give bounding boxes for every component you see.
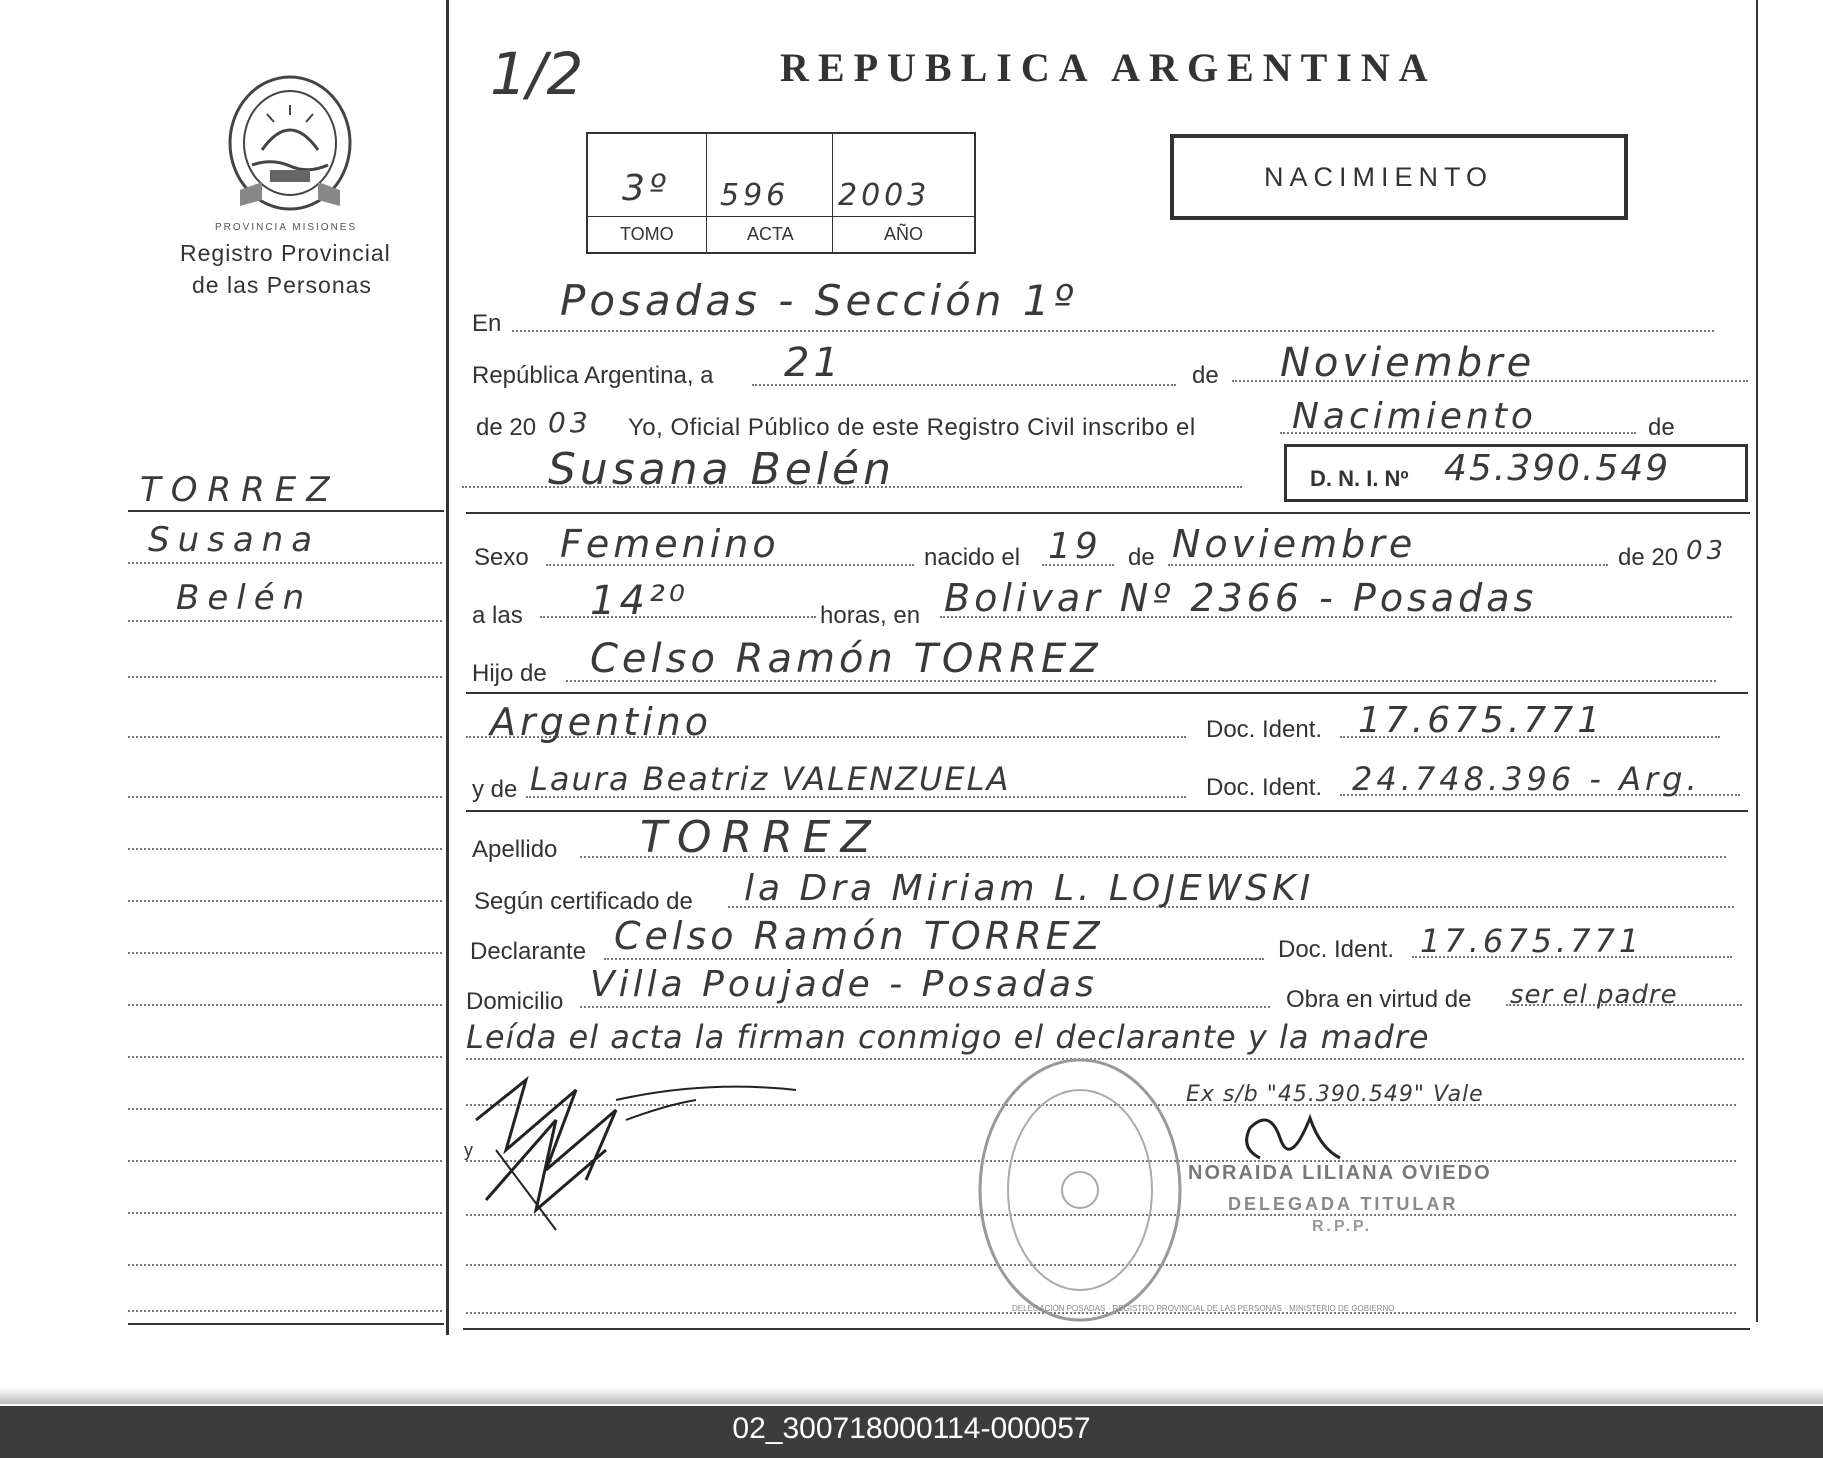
closing-text: Leída el acta la firman conmigo el declarante y la madre — [466, 1018, 1430, 1056]
declarant-doc: 17.675.771 — [1420, 922, 1644, 960]
certificate-label: Según certificado de — [474, 888, 693, 915]
acta-value: 596 — [720, 178, 790, 213]
seal-caption: PROVINCIA MISIONES — [215, 222, 358, 233]
declarant-signature — [466, 1060, 826, 1240]
year-label: de 20 — [476, 414, 537, 441]
place-value: Posadas - Sección 1º — [560, 276, 1078, 325]
father-doc: 17.675.771 — [1358, 700, 1605, 741]
margin-line — [128, 736, 442, 738]
event-value: Nacimiento — [1292, 396, 1537, 437]
birth-year-label: de 20 — [1618, 544, 1679, 571]
reason-label: Obra en virtud de — [1286, 986, 1472, 1013]
month-label: de — [1192, 362, 1219, 389]
registry-name-line1: Registro Provincial — [180, 240, 391, 266]
margin-line — [128, 900, 442, 902]
margin-line — [128, 1160, 442, 1162]
day-value: 21 — [784, 340, 843, 386]
official-org: R.P.P. — [1312, 1218, 1373, 1235]
time-label: a las — [472, 602, 523, 629]
time-value: 14²⁰ — [590, 578, 689, 624]
record-box-col-divider-1 — [706, 134, 707, 252]
declarant-value: Celso Ramón TORREZ — [614, 914, 1104, 958]
child-name: Susana Belén — [548, 444, 895, 495]
record-box-col-divider-2 — [832, 134, 833, 252]
year-value: 03 — [548, 406, 592, 439]
address-value: Villa Poujade - Posadas — [590, 964, 1098, 1005]
margin-line — [128, 848, 442, 850]
mother-label: y de — [472, 776, 518, 803]
address-label: Domicilio — [466, 988, 564, 1015]
country-title: REPUBLICA ARGENTINA — [780, 45, 1437, 90]
margin-line — [128, 562, 442, 564]
margin-line — [128, 1056, 442, 1058]
margin-first-name: Susana — [148, 520, 321, 560]
margin-line — [128, 1264, 442, 1266]
margin-line — [128, 952, 442, 954]
margin-middle-name: Belén — [176, 578, 313, 618]
father-name: Celso Ramón TORREZ — [590, 636, 1102, 682]
reason-value: ser el padre — [1510, 980, 1678, 1010]
address-line — [580, 1006, 1270, 1008]
margin-line — [128, 1212, 442, 1214]
file-id-label: 02_300718000114-000057 — [732, 1412, 1091, 1445]
month-value: Noviembre — [1280, 340, 1536, 386]
act-type-label: NACIMIENTO — [1264, 162, 1494, 192]
sex-value: Femenino — [560, 522, 780, 566]
margin-line — [128, 676, 442, 678]
section-rule — [466, 692, 1748, 694]
birth-place: Bolivar Nº 2366 - Posadas — [944, 576, 1538, 620]
hours-label: horas, en — [820, 602, 921, 629]
acta-label: ACTA — [747, 224, 794, 244]
right-border — [1756, 0, 1758, 1322]
section-rule — [466, 512, 1750, 514]
inscription-text: Yo, Oficial Público de este Registro Civil inscribo el — [628, 414, 1196, 441]
certificate-value: la Dra Miriam L. LOJEWSKI — [744, 868, 1315, 909]
surname-value: TORREZ — [640, 812, 881, 863]
margin-surname-rule — [128, 510, 444, 512]
margin-surname: TORREZ — [140, 470, 340, 510]
margin-line — [128, 796, 442, 798]
margin-line — [128, 1004, 442, 1006]
official-title: DELEGADA TITULAR — [1228, 1194, 1459, 1214]
margin-line — [128, 620, 442, 622]
record-box-rule — [588, 216, 974, 217]
stamp-text: DELEGACIÓN POSADAS · REGISTRO PROVINCIAL DE LAS PERSONAS · MINISTERIO DE GOBIERNO — [1012, 1304, 1395, 1313]
misiones-seal — [222, 70, 358, 216]
margin-bottom-rule — [128, 1323, 444, 1325]
official-round-stamp — [970, 1050, 1190, 1330]
tomo-label: TOMO — [620, 224, 674, 244]
amendment-note: Ex s/b "45.390.549" Vale — [1186, 1082, 1484, 1107]
left-column-divider — [446, 0, 449, 1335]
mother-doc-label: Doc. Ident. — [1206, 774, 1323, 801]
margin-line — [128, 1108, 442, 1110]
margin-line — [128, 1310, 442, 1312]
ano-value: 2003 — [838, 178, 931, 213]
declarant-doc-label: Doc. Ident. — [1278, 936, 1395, 963]
son-label: Hijo de — [472, 660, 547, 687]
ano-label: AÑO — [884, 224, 924, 244]
place-line — [512, 330, 1714, 332]
father-nationality: Argentino — [490, 700, 712, 744]
declarant-label: Declarante — [470, 938, 587, 965]
event-de-label: de — [1648, 414, 1675, 441]
born-label: nacido el — [924, 544, 1021, 571]
tomo-value: 3º — [622, 168, 670, 209]
republic-label: República Argentina, a — [472, 362, 714, 389]
registry-name-line2: de las Personas — [192, 272, 372, 298]
surname-label: Apellido — [472, 836, 558, 863]
birth-day: 19 — [1048, 526, 1102, 567]
birth-month: Noviembre — [1172, 522, 1417, 566]
birth-year: 03 — [1686, 536, 1728, 566]
mother-name: Laura Beatriz VALENZUELA — [530, 760, 1011, 798]
declarant-line — [604, 958, 1264, 960]
dni-label: D. N. I. Nº — [1310, 466, 1409, 491]
official-name: NORAIDA LILIANA OVIEDO — [1188, 1162, 1492, 1184]
mother-doc: 24.748.396 - Arg. — [1352, 760, 1701, 798]
y-label: y — [464, 1140, 473, 1160]
father-doc-label: Doc. Ident. — [1206, 716, 1323, 743]
scan-shadow — [0, 1388, 1823, 1404]
sex-label: Sexo — [474, 544, 529, 571]
dni-value: 45.390.549 — [1444, 448, 1671, 489]
corner-annotation: 1/2 — [490, 40, 584, 108]
place-label: En — [472, 310, 502, 337]
birth-month-label: de — [1128, 544, 1155, 571]
